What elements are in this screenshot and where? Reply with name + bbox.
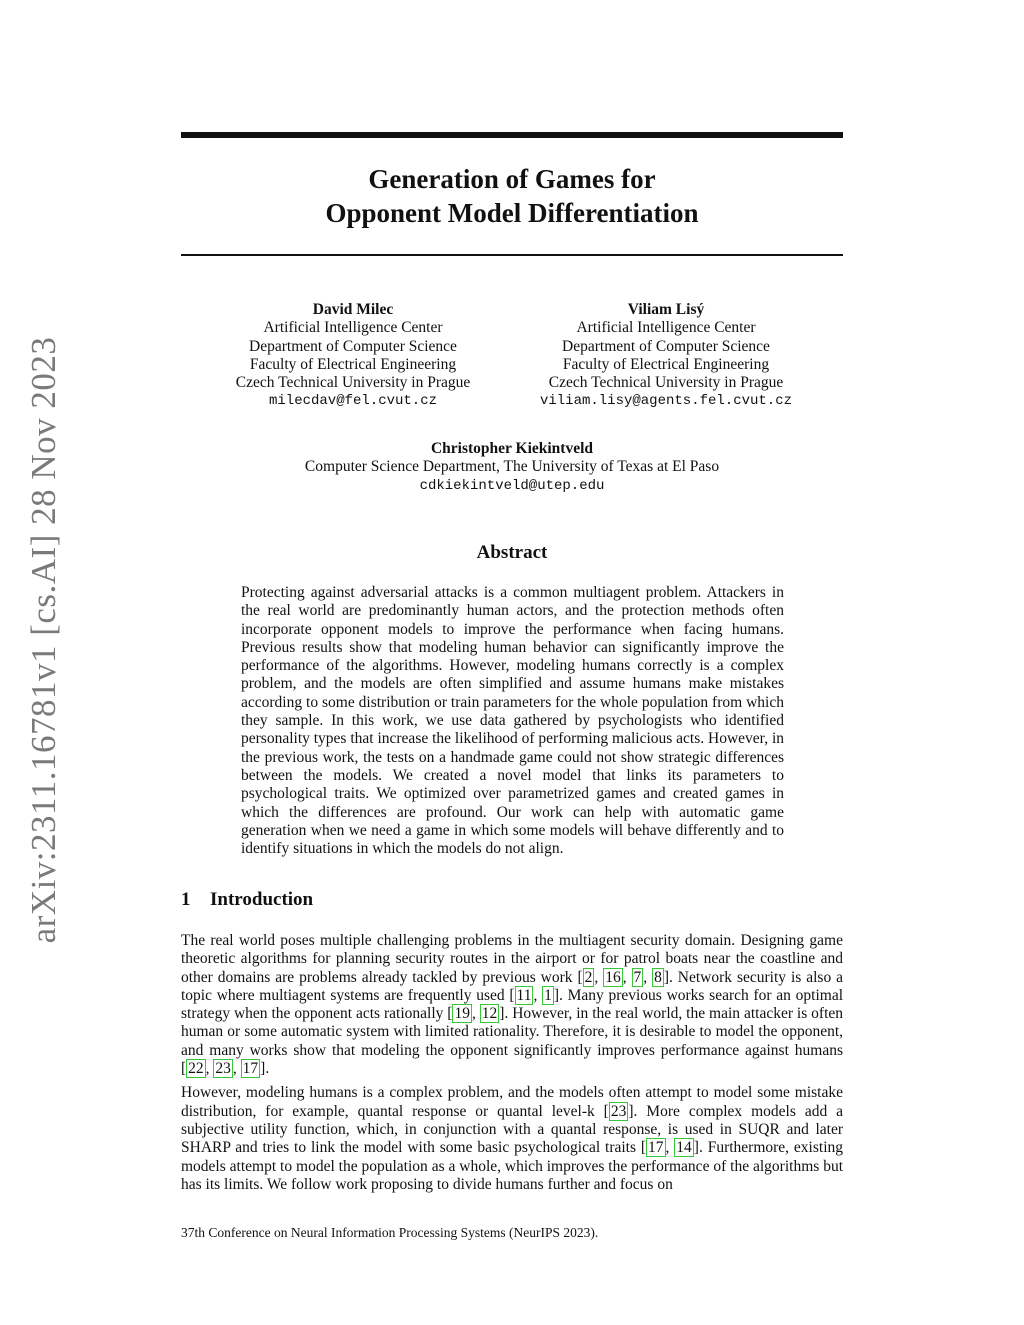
citation-link[interactable]: 14 — [676, 1139, 692, 1157]
author-affiliation: Artificial Intelligence Center — [263, 319, 443, 337]
arxiv-identifier: arXiv:2311.16781v1 [cs.AI] 28 Nov 2023 — [24, 336, 63, 944]
section-heading-introduction — [181, 889, 313, 911]
author-name: David Milec — [312, 301, 394, 318]
abstract-heading: Abstract — [476, 542, 548, 563]
citation-link[interactable]: 16 — [605, 968, 621, 986]
intro-paragraph-2: However, modeling humans is a complex problem, and the models often attempt to model some mistake distribution, for example, quantal response or quantal level-k [ 23 ]. More complex models add a subjective utility function, which, in conjunction with a quantal response, is used in SUQR and later SHARP and tries to link the model with some basic psychological traits [ 17 , 14 ]. Furthermore, existing models attempt to model the population as a whole, which improves the performance of the algorithms but has its limits. We follow work proposing to divide humans further and focus on — [181, 1084, 844, 1193]
paper-title — [181, 162, 843, 230]
title-line-1: Generation of Games for — [368, 164, 656, 194]
author-name: Viliam Lisý — [627, 301, 705, 318]
author-affiliation: Faculty of Electrical Engineering — [562, 355, 770, 373]
title-top-rule — [181, 132, 843, 138]
citation-link[interactable]: 11 — [516, 986, 532, 1004]
author-affiliation: Faculty of Electrical Engineering — [249, 355, 457, 373]
author-email[interactable]: milecdav@fel.cvut.cz — [268, 393, 438, 410]
author-block-3 — [181, 440, 843, 495]
author-email[interactable]: viliam.lisy@agents.fel.cvut.cz — [539, 393, 793, 410]
author-affiliation: Department of Computer Science — [249, 337, 457, 355]
author-block-1 — [203, 301, 503, 411]
citation-link[interactable]: 12 — [481, 1005, 498, 1023]
citation-link[interactable]: 7 — [633, 968, 642, 986]
citation-link[interactable]: 22 — [188, 1060, 204, 1078]
section-title: Introduction — [210, 889, 314, 910]
citation-link[interactable]: 23 — [610, 1102, 627, 1120]
author-block-2 — [516, 301, 816, 411]
title-bottom-rule — [181, 254, 843, 256]
author-affiliation: Czech Technical University in Prague — [235, 374, 471, 392]
citation-link[interactable]: 1 — [544, 986, 552, 1004]
citation-link[interactable]: 19 — [454, 1005, 470, 1023]
author-affiliation: Department of Computer Science — [562, 337, 770, 355]
author-affiliation: Computer Science Department, The University of Texas at El Paso — [304, 458, 720, 476]
author-name: Christopher Kiekintveld — [430, 440, 594, 457]
citation-link[interactable]: 2 — [584, 968, 593, 986]
title-line-2: Opponent Model Differentiation — [325, 198, 699, 228]
section-number: 1 — [181, 889, 191, 910]
citation-link[interactable]: 23 — [215, 1060, 231, 1078]
author-affiliation: Czech Technical University in Prague — [548, 374, 784, 392]
citation-link[interactable]: 8 — [654, 968, 662, 986]
author-email[interactable]: cdkiekintveld@utep.edu — [419, 477, 605, 494]
conference-footnote: 37th Conference on Neural Information Processing Systems (NeurIPS 2023). — [181, 1225, 599, 1240]
citation-link[interactable]: 17 — [648, 1139, 664, 1157]
abstract-text: Protecting against adversarial attacks is a common multiagent problem. Attackers in the real world are predominantly human actors, and the protection methods often incorporate opponent models to improve the performance when facing humans. Previous results show that modeling human behavior can significantly improve the performance of the algorithms. However, modeling humans correctly is a complex problem, and the models are often simplified and assume humans make mistakes according to some distribution or train parameters for the whole population from which they sample. In this work, we use data gathered by psychologists who identified personality types that increase the likelihood of performing malicious acts. However, in the previous work, the tests on a handmade game could not show strategic differences between the models. We created a novel model that links its parameters to psychological traits. We optimized over parametrized games and created games in which the differences are profound. Our work can help with automatic game generation when we need a game in which some models will behave differently and to identify situations in which the models do not align. — [241, 584, 785, 858]
intro-paragraph-1: The real world poses multiple challenging problems in the multiagent security domain. Designing game theoretic algorithms for planning security routes in the airport or for patrol boats near the coastline and other domains are problems already tackled by previous work [ 2 , 16 , 7 , 8 ]. Network security is also a topic where multiagent systems are frequently used [ 11 , 1 ]. Many previous works search for an optimal strategy when the opponent acts rationally [ 19 , 12 ]. However, in the real world, the main attacker is often human or some automatic system with limited rationality. Therefore, it is desirable to model the opponent, and many works show that modeling the opponent significantly improves performance against humans [ 22 , 23 , 17 ]. — [181, 932, 844, 1078]
author-affiliation: Artificial Intelligence Center — [576, 319, 756, 337]
citation-link[interactable]: 17 — [242, 1060, 259, 1078]
introduction-body — [181, 932, 843, 1200]
